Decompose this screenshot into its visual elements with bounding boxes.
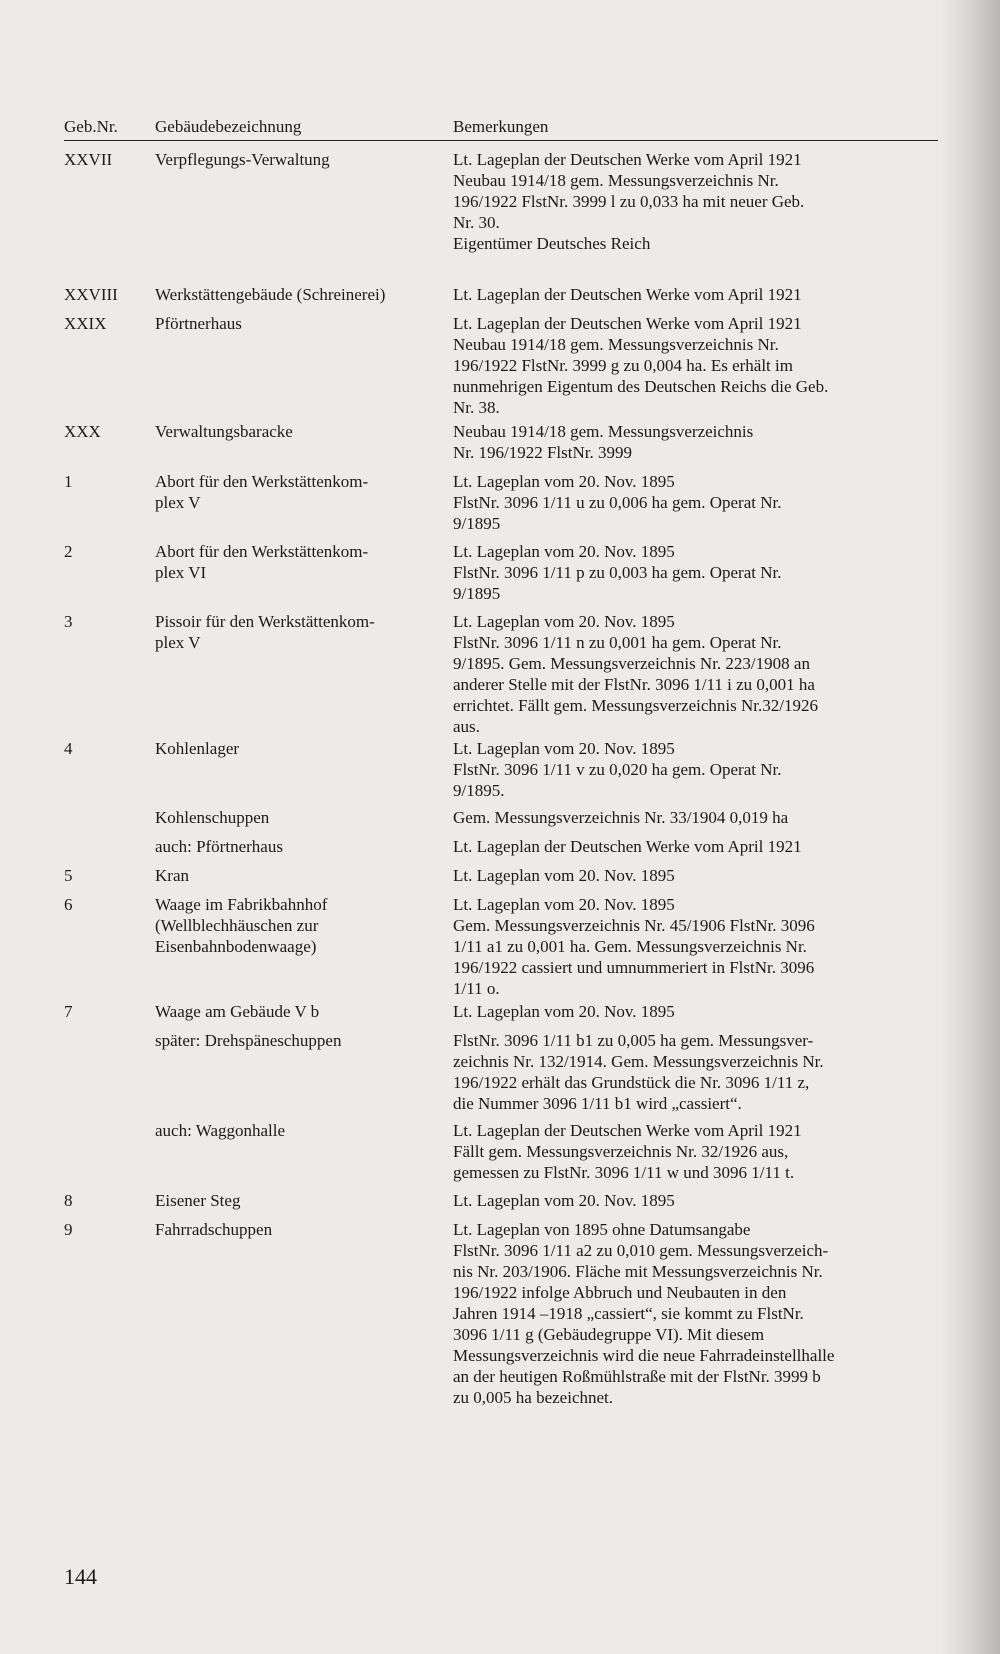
text-line: Werkstättengebäude (Schreinerei) — [155, 285, 386, 304]
text-line: Lt. Lageplan vom 20. Nov. 1895 — [453, 866, 675, 885]
text-line: Pförtnerhaus — [155, 314, 242, 333]
building-name — [155, 807, 445, 828]
text-line: Lt. Lageplan der Deutschen Werke vom April 1921 — [453, 314, 802, 333]
text-line: Lt. Lageplan vom 20. Nov. 1895 — [453, 1002, 675, 1021]
remarks — [453, 807, 911, 828]
text-line: 196/1922 erhält das Grundstück die Nr. 3096 1/11 z, — [453, 1073, 810, 1092]
text-line: Lt. Lageplan vom 20. Nov. 1895 — [453, 542, 675, 561]
text-line: Kohlenlager — [155, 739, 240, 758]
text-line: Eisenbahnbodenwaage) — [155, 937, 317, 956]
building-name — [155, 149, 445, 170]
text-line: aus. — [453, 717, 480, 736]
text-line: FlstNr. 3096 1/11 n zu 0,001 ha gem. Operat Nr. — [453, 633, 782, 652]
text-line: Waage im Fabrikbahnhof — [155, 895, 328, 914]
text-line: Lt. Lageplan vom 20. Nov. 1895 — [453, 739, 675, 758]
text-line: FlstNr. 3096 1/11 u zu 0,006 ha gem. Operat Nr. — [453, 493, 782, 512]
text-line: 9/1895 — [453, 584, 501, 603]
remarks — [453, 1001, 911, 1022]
remarks — [453, 1219, 911, 1408]
text-line: Lt. Lageplan vom 20. Nov. 1895 — [453, 472, 675, 491]
text-line: Kohlenschuppen — [155, 808, 270, 827]
building-number: 2 — [64, 542, 73, 561]
building-name — [155, 284, 445, 305]
text-line: Nr. 196/1922 FlstNr. 3999 — [453, 443, 632, 462]
text-line: plex VI — [155, 563, 207, 582]
text-line: Lt. Lageplan vom 20. Nov. 1895 — [453, 895, 675, 914]
text-line: Jahren 1914 –1918 „cassiert“, sie kommt zu FlstNr. — [453, 1304, 804, 1323]
building-name — [155, 313, 445, 334]
text-line: Lt. Lageplan vom 20. Nov. 1895 — [453, 612, 675, 631]
text-line: Neubau 1914/18 gem. Messungsverzeichnis Nr. — [453, 335, 779, 354]
header-name: Gebäudebezeichnung — [155, 117, 302, 136]
remarks — [453, 1030, 911, 1114]
text-line: FlstNr. 3096 1/11 p zu 0,003 ha gem. Operat Nr. — [453, 563, 782, 582]
text-line: 1/11 a1 zu 0,001 ha. Gem. Messungsverzeichnis Nr. — [453, 937, 807, 956]
remarks — [453, 836, 911, 857]
building-number: 9 — [64, 1220, 73, 1239]
text-line: Kran — [155, 866, 189, 885]
page-edge-shadow — [940, 0, 1000, 1654]
text-line: plex V — [155, 493, 201, 512]
text-line: nis Nr. 203/1906. Fläche mit Messungsverzeichnis Nr. — [453, 1262, 823, 1281]
building-number: 6 — [64, 895, 73, 914]
text-line: Pissoir für den Werkstättenkom- — [155, 612, 375, 631]
text-line: 9/1895. — [453, 781, 505, 800]
text-line: 196/1922 FlstNr. 3999 g zu 0,004 ha. Es erhält im — [453, 356, 793, 375]
building-name — [155, 738, 445, 759]
remarks — [453, 894, 911, 999]
building-name — [155, 541, 445, 583]
text-line: 9/1895. Gem. Messungsverzeichnis Nr. 223/1908 an — [453, 654, 810, 673]
building-table — [64, 112, 938, 1407]
building-number: XXVIII — [64, 285, 118, 304]
building-number: XXX — [64, 422, 101, 441]
text-line: anderer Stelle mit der FlstNr. 3096 1/11 i zu 0,001 ha — [453, 675, 815, 694]
remarks — [453, 541, 911, 604]
text-line: Abort für den Werkstättenkom- — [155, 542, 369, 561]
remarks — [453, 284, 911, 305]
table-header — [64, 112, 938, 141]
building-number: XXVII — [64, 150, 113, 169]
building-name — [155, 471, 445, 513]
text-line: 9/1895 — [453, 514, 501, 533]
building-name — [155, 1120, 445, 1141]
remarks — [453, 421, 911, 463]
text-line: später: Drehspäneschuppen — [155, 1031, 342, 1050]
text-line: FlstNr. 3096 1/11 v zu 0,020 ha gem. Operat Nr. — [453, 760, 782, 779]
text-line: Gem. Messungsverzeichnis Nr. 45/1906 FlstNr. 3096 — [453, 916, 815, 935]
remarks — [453, 471, 911, 534]
text-line: Waage am Gebäude V b — [155, 1002, 320, 1021]
text-line: Neubau 1914/18 gem. Messungsverzeichnis Nr. — [453, 171, 779, 190]
text-line: Lt. Lageplan vom 20. Nov. 1895 — [453, 1191, 675, 1210]
building-number: 4 — [64, 739, 73, 758]
text-line: Nr. 38. — [453, 398, 500, 417]
building-number: 7 — [64, 1002, 73, 1021]
building-number: XXIX — [64, 314, 107, 333]
text-line: Gem. Messungsverzeichnis Nr. 33/1904 0,019 ha — [453, 808, 789, 827]
text-line: plex V — [155, 633, 201, 652]
text-line: Lt. Lageplan der Deutschen Werke vom April 1921 — [453, 285, 802, 304]
text-line: Lt. Lageplan der Deutschen Werke vom April 1921 — [453, 1121, 802, 1140]
text-line: Messungsverzeichnis wird die neue Fahrradeinstellhalle — [453, 1346, 835, 1365]
remarks — [453, 738, 911, 801]
text-line: Neubau 1914/18 gem. Messungsverzeichnis — [453, 422, 754, 441]
text-line: 1/11 o. — [453, 979, 500, 998]
text-line: Verwaltungsbaracke — [155, 422, 293, 441]
text-line: Lt. Lageplan der Deutschen Werke vom April 1921 — [453, 150, 802, 169]
remarks — [453, 313, 911, 418]
header-nr: Geb.Nr. — [64, 117, 118, 136]
text-line: zu 0,005 ha bezeichnet. — [453, 1388, 614, 1407]
building-name — [155, 1219, 445, 1240]
text-line: gemessen zu FlstNr. 3096 1/11 w und 3096 1/11 t. — [453, 1163, 795, 1182]
text-line: Verpflegungs-Verwaltung — [155, 150, 330, 169]
building-number: 1 — [64, 472, 73, 491]
building-name — [155, 421, 445, 442]
text-line: FlstNr. 3096 1/11 b1 zu 0,005 ha gem. Messungsver- — [453, 1031, 814, 1050]
text-line: Fällt gem. Messungsverzeichnis Nr. 32/1926 aus, — [453, 1142, 789, 1161]
text-line: 196/1922 cassiert und umnummeriert in FlstNr. 3096 — [453, 958, 815, 977]
text-line: Nr. 30. — [453, 213, 500, 232]
text-line: FlstNr. 3096 1/11 a2 zu 0,010 gem. Messungsverzeich- — [453, 1241, 829, 1260]
text-line: Lt. Lageplan von 1895 ohne Datumsangabe — [453, 1220, 751, 1239]
remarks — [453, 1120, 911, 1183]
building-name — [155, 1190, 445, 1211]
remarks — [453, 149, 911, 254]
text-line: 3096 1/11 g (Gebäudegruppe VI). Mit diesem — [453, 1325, 765, 1344]
building-name — [155, 865, 445, 886]
header-remarks: Bemerkungen — [453, 117, 549, 136]
building-number: 8 — [64, 1191, 73, 1210]
building-name — [155, 1030, 445, 1051]
building-name — [155, 894, 445, 957]
text-line: nunmehrigen Eigentum des Deutschen Reichs die Geb. — [453, 377, 829, 396]
text-line: 196/1922 FlstNr. 3999 l zu 0,033 ha mit neuer Geb. — [453, 192, 805, 211]
building-name — [155, 1001, 445, 1022]
page-number: 144 — [64, 1564, 97, 1589]
building-number: 5 — [64, 866, 73, 885]
building-name — [155, 611, 445, 653]
text-line: auch: Pförtnerhaus — [155, 837, 283, 856]
text-line: Eigentümer Deutsches Reich — [453, 234, 651, 253]
text-line: auch: Waggonhalle — [155, 1121, 286, 1140]
text-line: Eisener Steg — [155, 1191, 241, 1210]
text-line: errichtet. Fällt gem. Messungsverzeichnis Nr.32/1926 — [453, 696, 818, 715]
text-line: Abort für den Werkstättenkom- — [155, 472, 369, 491]
text-line: Fahrradschuppen — [155, 1220, 273, 1239]
text-line: die Nummer 3096 1/11 b1 wird „cassiert“. — [453, 1094, 742, 1113]
text-line: an der heutigen Roßmühlstraße mit der FlstNr. 3999 b — [453, 1367, 821, 1386]
remarks — [453, 611, 911, 737]
building-name — [155, 836, 445, 857]
text-line: zeichnis Nr. 132/1914. Gem. Messungsverzeichnis Nr. — [453, 1052, 824, 1071]
remarks — [453, 1190, 911, 1211]
text-line: Lt. Lageplan der Deutschen Werke vom April 1921 — [453, 837, 802, 856]
building-number: 3 — [64, 612, 73, 631]
text-line: 196/1922 infolge Abbruch und Neubauten in den — [453, 1283, 787, 1302]
remarks — [453, 865, 911, 886]
text-line: (Wellblechhäuschen zur — [155, 916, 319, 935]
